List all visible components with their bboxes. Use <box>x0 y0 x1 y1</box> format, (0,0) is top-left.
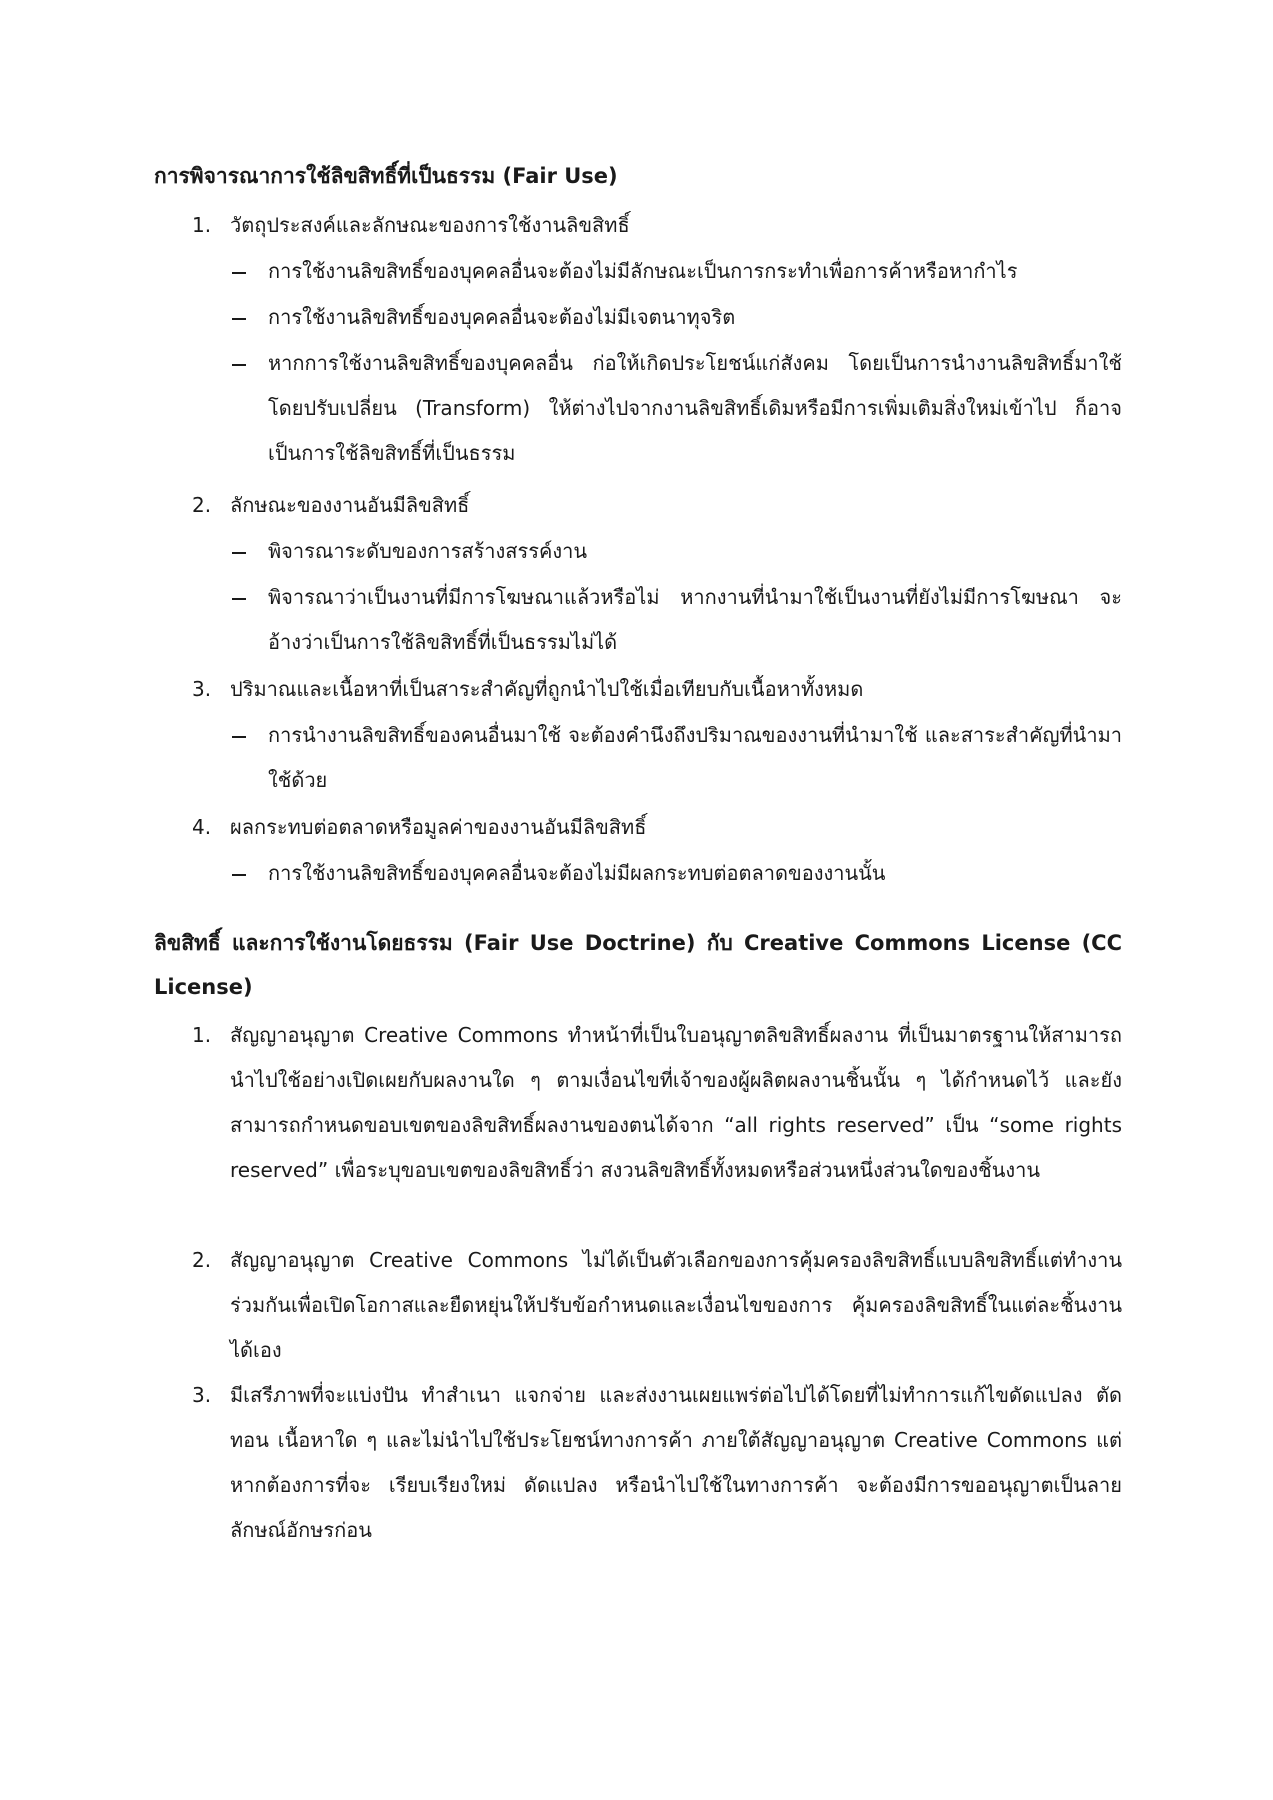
list-number: 2. <box>192 1248 212 1272</box>
dash-bullet <box>232 318 246 320</box>
list-item-text: สัญญาอนุญาต Creative Commons ทำหน้าที่เป็นใบอนุญาตลิขสิทธิ์ผลงาน ที่เป็นมาตรฐานให้สามารถนำไปใช้อย่างเปิดเผยกับผลงานใด ๆ ตามเงื่อนไขที่เจ้าของผู้ผลิตผลงานชิ้นนั้น ๆ ได้กำหนดไว้ และยังสามารถกำหนดขอบเขตของลิขสิทธิ์ผลงานของตนได้จาก “all rights reserved” เป็น “some rights reserved” เพื่อระบุขอบเขตของลิขสิทธิ์ว่า สงวนลิขสิทธิ์ทั้งหมดหรือส่วนหนึ่งส่วนใดของชิ้นงาน <box>230 1023 1122 1182</box>
list-number: 3. <box>192 1383 212 1407</box>
dash-bullet <box>232 874 246 876</box>
list-number: 1. <box>192 213 212 237</box>
dash-bullet <box>232 364 246 366</box>
sub-list-item: พิจารณาระดับของการสร้างสรรค์งาน <box>268 539 588 563</box>
list-item-text: ผลกระทบต่อตลาดหรือมูลค่าของงานอันมีลิขสิทธิ์ <box>230 815 647 839</box>
list-number: 4. <box>192 815 212 839</box>
list-number: 2. <box>192 493 212 517</box>
sub-list-item: หากการใช้งานลิขสิทธิ์ของบุคคลอื่น ก่อให้เกิดประโยชน์แก่สังคม โดยเป็นการนำงานลิขสิทธิ์มาใช้ โดยปรับเปลี่ยน (Transform) ให้ต่างไปจากงานลิขสิทธิ์เดิมหรือมีการเพิ่มเติมสิ่งใหม่เข้าไป ก็อาจเป็นการใช้ลิขสิทธิ์ที่เป็นธรรม <box>268 351 1122 465</box>
list-number: 3. <box>192 677 212 701</box>
sub-list-item: พิจารณาว่าเป็นงานที่มีการโฆษณาแล้วหรือไม่ หากงานที่นำมาใช้เป็นงานที่ยังไม่มีการโฆษณา จะอ้างว่าเป็นการใช้ลิขสิทธิ์ที่เป็นธรรมไม่ได้ <box>268 585 1122 654</box>
list-item-text: ปริมาณและเนื้อหาที่เป็นสาระสำคัญที่ถูกนำไปใช้เมื่อเทียบกับเนื้อหาทั้งหมด <box>230 677 864 701</box>
sub-list-item: การใช้งานลิขสิทธิ์ของบุคคลอื่นจะต้องไม่มีผลกระทบต่อตลาดของงานนั้น <box>268 861 886 885</box>
list-item-text: ลักษณะของงานอันมีลิขสิทธิ์ <box>230 493 470 517</box>
sub-list-item: การนำงานลิขสิทธิ์ของคนอื่นมาใช้ จะต้องคำนึงถึงปริมาณของงานที่นำมาใช้ และสาระสำคัญที่นำมาใช้ด้วย <box>268 723 1122 792</box>
section-heading-cc-license: ลิขสิทธิ์ และการใช้งานโดยธรรม (Fair Use Doctrine) กับ Creative Commons License (CC License) <box>154 931 1122 999</box>
dash-bullet <box>232 736 246 738</box>
dash-bullet <box>232 552 246 554</box>
section-heading-fair-use: การพิจารณาการใช้ลิขสิทธิ์ที่เป็นธรรม (Fair Use) <box>154 164 618 188</box>
list-item-text: สัญญาอนุญาต Creative Commons ไม่ได้เป็นตัวเลือกของการคุ้มครองลิขสิทธิ์แบบลิขสิทธิ์แต่ทำงานร่วมกันเพื่อเปิดโอกาสและยืดหยุ่นให้ปรับข้อกำหนดและเงื่อนไขของการ คุ้มครองลิขสิทธิ์ในแต่ละชิ้นงานได้เอง <box>230 1248 1122 1362</box>
list-item-text: วัตถุประสงค์และลักษณะของการใช้งานลิขสิทธิ์ <box>230 213 630 237</box>
sub-list-item: การใช้งานลิขสิทธิ์ของบุคคลอื่นจะต้องไม่มีเจตนาทุจริต <box>268 305 736 329</box>
list-item-text: มีเสรีภาพที่จะแบ่งปัน ทำสำเนา แจกจ่าย และส่งงานเผยแพร่ต่อไปได้โดยที่ไม่ทำการแก้ไขดัดแปลง ตัดทอน เนื้อหาใด ๆ และไม่นำไปใช้ประโยชน์ทางการค้า ภายใต้สัญญาอนุญาต Creative Commons แต่หากต้องการที่จะ เรียบเรียงใหม่ ดัดแปลง หรือนำไปใช้ในทางการค้า จะต้องมีการขออนุญาตเป็นลายลักษณ์อักษรก่อน <box>230 1383 1122 1542</box>
list-number: 1. <box>192 1023 212 1047</box>
dash-bullet <box>232 598 246 600</box>
sub-list-item: การใช้งานลิขสิทธิ์ของบุคคลอื่นจะต้องไม่มีลักษณะเป็นการกระทำเพื่อการค้าหรือหากำไร <box>268 259 1018 283</box>
dash-bullet <box>232 272 246 274</box>
